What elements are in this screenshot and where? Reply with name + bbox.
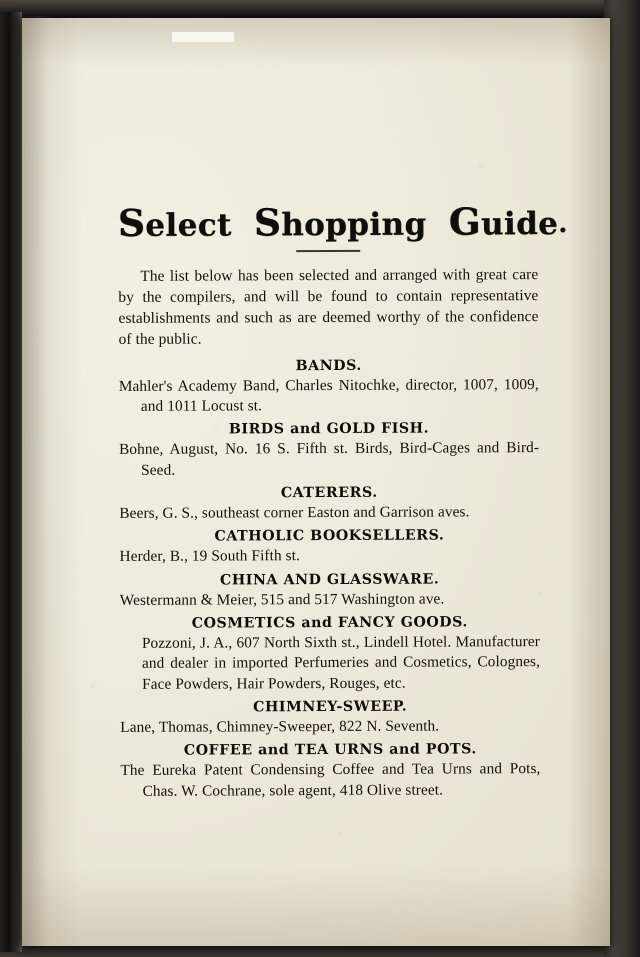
scanned-page — [22, 18, 610, 946]
section-heading: BIRDS and GOLD FISH. — [228, 420, 430, 438]
section-heading: COFFEE and TEA URNS and POTS. — [183, 741, 477, 760]
title-initial-1: S — [117, 200, 146, 245]
title-divider-rule — [296, 250, 360, 252]
book-cover-top-edge — [0, 0, 640, 16]
listing-entry: Beers, G. S., southeast corner Easton and Garrison aves. — [119, 503, 470, 522]
section-heading: CATERERS. — [280, 484, 378, 502]
section-china-and-glassware — [120, 571, 540, 611]
section-caterers — [119, 484, 539, 524]
title-word-1: elect — [145, 207, 232, 244]
section-heading: CHIMNEY-SWEEP. — [253, 698, 408, 716]
page-content — [117, 199, 568, 803]
title-word-2: hopping — [281, 206, 427, 244]
page-title — [117, 199, 568, 245]
listing-entry: Mahler's Academy Band, Charles Nitochke, director, 1007, 1009, and 1011 Locust st. — [118, 375, 539, 415]
section-coffee-and-tea-urns-and-pots — [120, 741, 540, 802]
title-initial-2: S — [253, 200, 282, 245]
listing-entry: Pozzoni, J. A., 607 North Sixth st., Lindell Hotel. Manufacturer and dealer in imported Perfumeries and Cosmetics, Colognes, Face Powders, Hair Powders, Rouges, etc. — [141, 633, 541, 693]
section-catholic-booksellers — [119, 527, 539, 567]
title-period: . — [558, 208, 568, 239]
section-heading: CATHOLIC BOOKSELLERS. — [214, 527, 445, 545]
paper-sliver — [172, 32, 234, 42]
page-shadow-left — [22, 18, 82, 946]
section-heading: COSMETICS and FANCY GOODS. — [191, 614, 468, 632]
listing-entry: Lane, Thomas, Chimney-Sweeper, 822 N. Seventh. — [120, 717, 440, 736]
section-heading: BANDS. — [295, 357, 362, 374]
section-chimney-sweep — [120, 698, 540, 738]
listing-entry: The Eureka Patent Condensing Coffee and Tea Urns and Pots, Chas. W. Cochrane, sole agent, 418 Olive street. — [120, 760, 541, 800]
section-bands — [119, 357, 539, 418]
section-heading: CHINA AND GLASSWARE. — [219, 571, 440, 589]
section-birds-and-gold-fish — [119, 420, 539, 481]
listing-entry: Westermann & Meier, 515 and 517 Washington ave. — [119, 590, 445, 609]
title-word-3: uide — [480, 205, 559, 243]
intro-paragraph: The list below has been selected and arranged with great care by the compilers, and will be found to contain representative establishments and such as are deemed worthy of the confidence of the public. — [118, 265, 539, 348]
title-initial-3: G — [448, 199, 481, 244]
listing-entry: Herder, B., 19 South Fifth st. — [119, 547, 301, 566]
page-shadow-right — [568, 18, 610, 946]
book-binding-gutter — [0, 12, 22, 952]
listing-entry: Bohne, August, No. 16 S. Fifth st. Birds, Bird-Cages and Bird-Seed. — [119, 439, 540, 479]
page-shadow-top — [22, 18, 610, 66]
page-shadow-bottom — [22, 866, 610, 946]
section-cosmetics-and-fancy-goods — [120, 614, 540, 695]
